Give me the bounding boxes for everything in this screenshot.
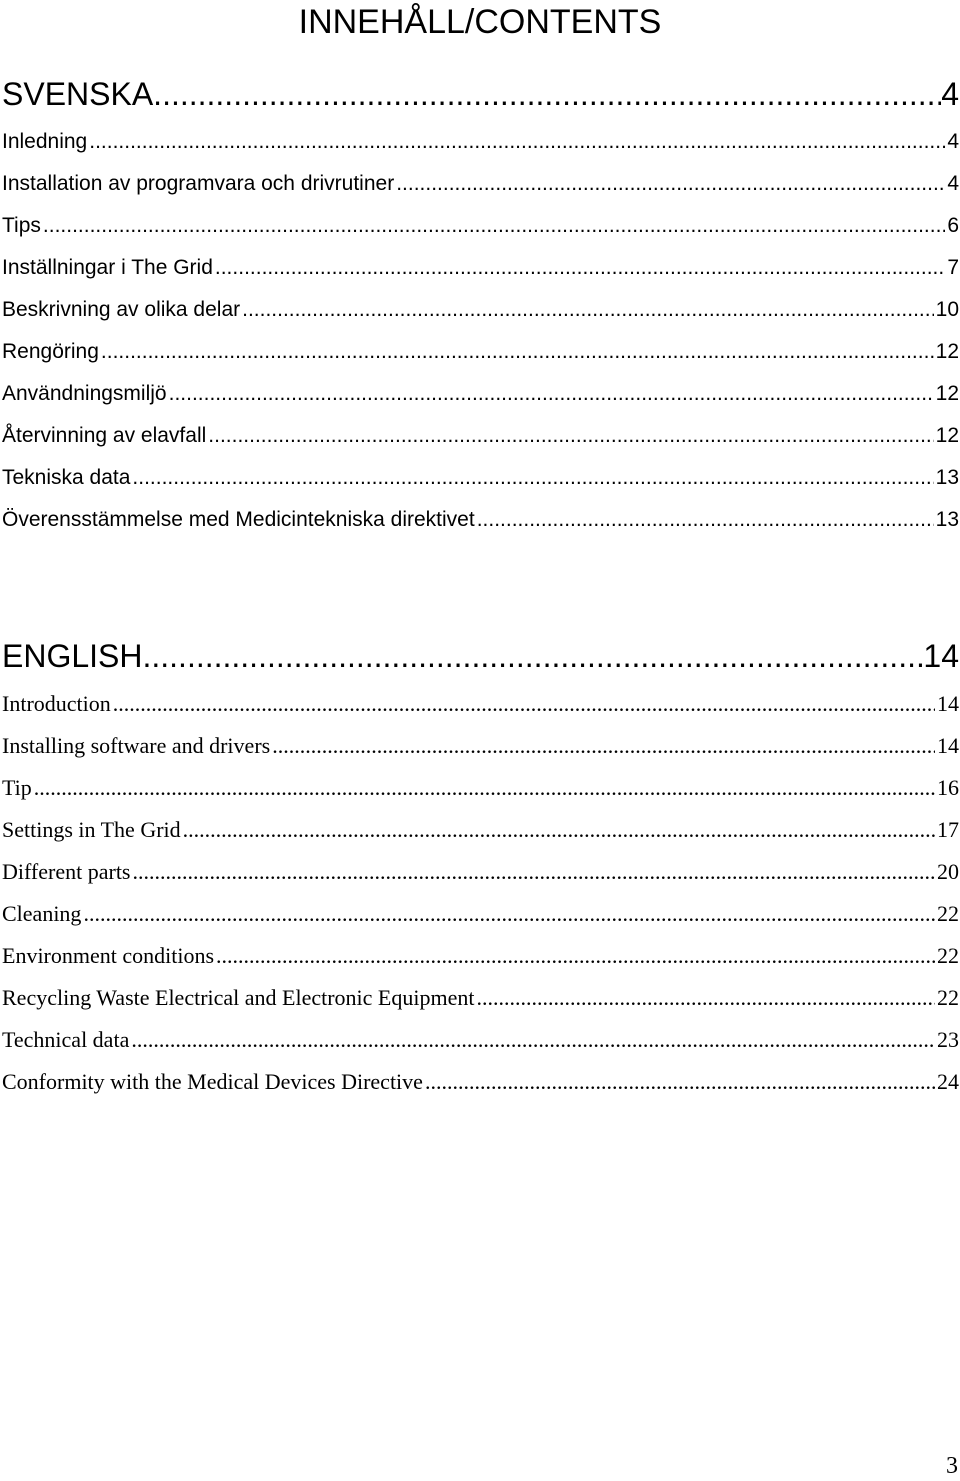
toc-entry-page: 20 — [937, 859, 959, 884]
toc-leader — [215, 255, 945, 281]
toc-section-english[interactable] — [2, 638, 959, 674]
toc-section-svenska[interactable] — [2, 76, 959, 112]
toc-entry-label: Tekniska data — [2, 466, 131, 489]
toc-entry-label: Inställningar i The Grid — [2, 256, 213, 279]
toc-entry[interactable] — [2, 901, 959, 927]
toc-entry-label: Recycling Waste Electrical and Electronic Equipment — [2, 985, 475, 1010]
toc-leader — [169, 381, 934, 407]
toc-entry[interactable] — [2, 213, 959, 239]
toc-entry-page: 12 — [935, 424, 959, 447]
toc-entry-page: 24 — [937, 1069, 959, 1094]
toc-leader — [477, 507, 934, 533]
toc-entry-page: 12 — [935, 382, 959, 405]
toc-leader — [113, 691, 935, 717]
toc-leader — [183, 817, 935, 843]
toc-leader — [153, 76, 941, 112]
toc-entry[interactable] — [2, 733, 959, 759]
toc-entry-label: Rengöring — [2, 340, 99, 363]
toc-entry-label: Installation av programvara och drivrutiner — [2, 172, 395, 195]
toc-entry-label: Different parts — [2, 859, 131, 884]
toc-leader — [101, 339, 934, 365]
toc-leader — [132, 465, 933, 491]
toc-entry-page: 14 — [937, 733, 959, 758]
toc-section-label: SVENSKA — [2, 76, 154, 112]
toc-entry[interactable] — [2, 507, 959, 533]
toc-entry-label: Återvinning av elavfall — [2, 424, 207, 447]
toc-section-page: 14 — [923, 638, 959, 674]
toc-entry[interactable] — [2, 129, 959, 155]
toc-leader — [208, 423, 933, 449]
toc-entry-page: 7 — [947, 256, 959, 279]
toc-entry-page: 6 — [947, 214, 959, 237]
toc-entry[interactable] — [2, 691, 959, 717]
toc-entry-page: 12 — [935, 340, 959, 363]
toc-entry[interactable] — [2, 381, 959, 407]
toc-entry-page: 22 — [937, 985, 959, 1010]
toc-entry[interactable] — [2, 423, 959, 449]
toc-entry[interactable] — [2, 465, 959, 491]
toc-entry-label: Introduction — [2, 691, 111, 716]
toc-entry[interactable] — [2, 171, 959, 197]
toc-leader — [242, 297, 934, 323]
toc-entry[interactable] — [2, 817, 959, 843]
toc-leader — [34, 775, 935, 801]
toc-entry[interactable] — [2, 1027, 959, 1053]
toc-entry-label: Användningsmiljö — [2, 382, 167, 405]
toc-entry-page: 13 — [935, 508, 959, 531]
toc-entry-page: 17 — [937, 817, 959, 842]
toc-leader — [425, 1069, 935, 1095]
toc-entry-label: Beskrivning av olika delar — [2, 298, 241, 321]
toc-entry-page: 13 — [935, 466, 959, 489]
toc-entry-label: Technical data — [2, 1027, 130, 1052]
toc-entry[interactable] — [2, 943, 959, 969]
toc-leader — [83, 901, 935, 927]
toc-entry[interactable] — [2, 297, 959, 323]
toc-entry[interactable] — [2, 985, 959, 1011]
page-title: INNEHÅLL/CONTENTS — [298, 3, 662, 41]
toc-entry-page: 16 — [937, 775, 959, 800]
toc-leader — [43, 213, 945, 239]
toc-entry-label: Överensstämmelse med Medicintekniska direktivet — [2, 508, 475, 531]
toc-leader — [133, 859, 936, 885]
page-number: 3 — [946, 1453, 958, 1479]
toc-entry[interactable] — [2, 255, 959, 281]
toc-leader — [476, 985, 935, 1011]
toc-entry-label: Installing software and drivers — [2, 733, 271, 758]
toc-entry-label: Inledning — [2, 130, 88, 153]
toc-entry-label: Conformity with the Medical Devices Directive — [2, 1069, 423, 1094]
toc-entry-label: Environment conditions — [2, 943, 215, 968]
toc-leader — [89, 129, 945, 155]
toc-entry-page: 22 — [937, 943, 959, 968]
toc-entry[interactable] — [2, 1069, 959, 1095]
toc-entry-label: Cleaning — [2, 901, 82, 926]
toc-entry-page: 4 — [947, 130, 959, 153]
toc-section-label: ENGLISH — [2, 638, 143, 674]
toc-entry[interactable] — [2, 859, 959, 885]
toc-leader — [142, 638, 923, 674]
toc-leader — [396, 171, 945, 197]
toc-entry-page: 14 — [937, 691, 959, 716]
toc-entry-label: Tip — [2, 775, 32, 800]
toc-entry-page: 4 — [947, 172, 959, 195]
toc-leader — [216, 943, 935, 969]
toc-entry-page: 10 — [935, 298, 959, 321]
toc-entry[interactable] — [2, 775, 959, 801]
toc-entry[interactable] — [2, 339, 959, 365]
toc-entry-page: 23 — [937, 1027, 959, 1052]
toc-leader — [272, 733, 935, 759]
toc-entry-label: Tips — [2, 214, 41, 237]
toc-leader — [131, 1027, 935, 1053]
toc-section-page: 4 — [941, 76, 959, 112]
toc-entry-label: Settings in The Grid — [2, 817, 181, 842]
toc-entry-page: 22 — [937, 901, 959, 926]
